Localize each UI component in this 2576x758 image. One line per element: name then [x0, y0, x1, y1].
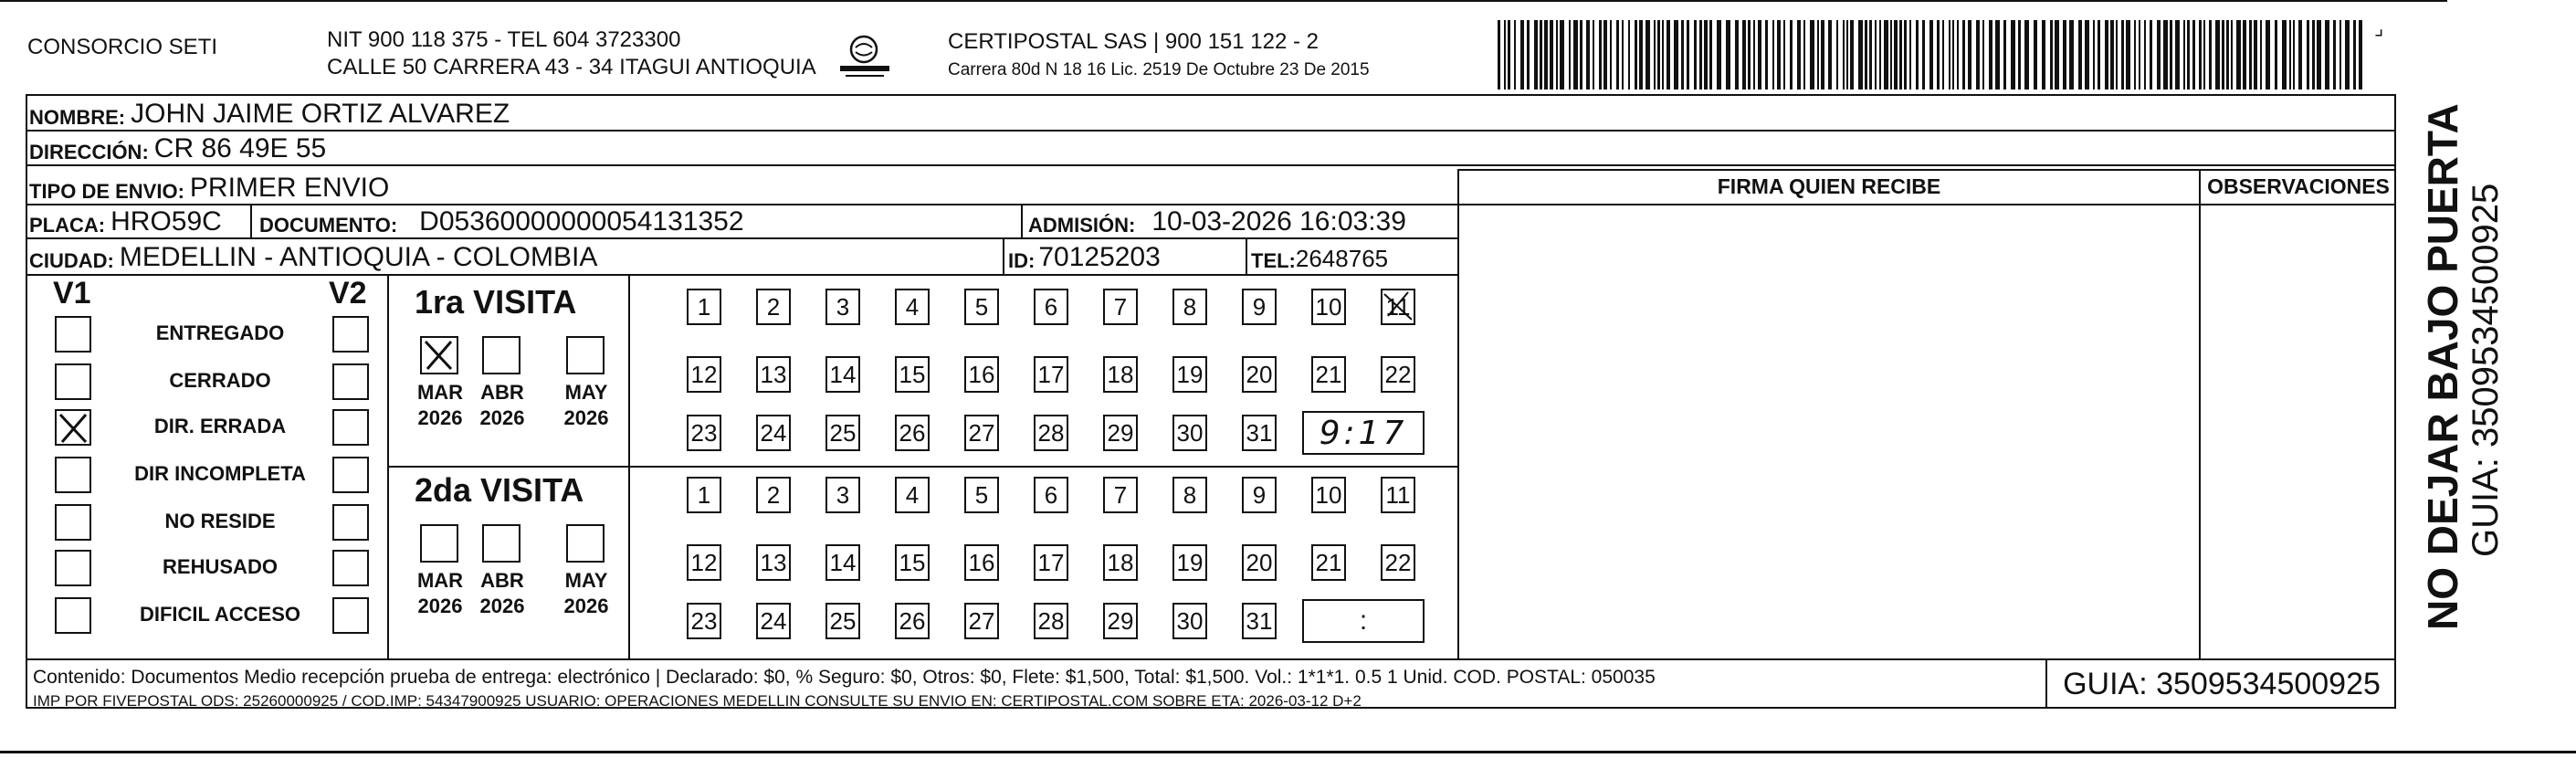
rule-firma-header	[1459, 204, 2396, 205]
visit2-day-box[interactable]: 20	[1242, 544, 1277, 581]
visit1-day-box[interactable]: 12	[687, 356, 721, 393]
visit2-month-label	[413, 568, 468, 619]
visit1-day-box[interactable]: 7	[1103, 289, 1138, 325]
visit2-month-name: MAR	[416, 569, 464, 592]
visit1-month-year: 2026	[417, 406, 463, 429]
carrier-sub: Carrera 80d N 18 16 Lic. 2519 De Octubre 23 De 2015	[948, 60, 1370, 79]
v2-checkbox[interactable]	[332, 409, 369, 446]
visit2-day-box[interactable]: 16	[964, 544, 999, 581]
placa-row	[29, 205, 222, 237]
v2-checkbox[interactable]	[332, 457, 369, 493]
visit1-day-box[interactable]: 5	[964, 289, 999, 325]
visit2-day-box[interactable]: 3	[825, 477, 860, 513]
v1-checkbox[interactable]	[55, 409, 91, 446]
v2-checkbox[interactable]	[332, 316, 369, 353]
tipo-label: TIPO DE ENVIO:	[29, 180, 184, 203]
visit1-day-box[interactable]: 29	[1103, 415, 1138, 451]
handwritten-mark-icon	[1381, 289, 1417, 332]
status-reason: NO RESIDE	[164, 510, 276, 532]
visit1-day-box[interactable]: 24	[756, 415, 791, 451]
nombre-row	[29, 95, 510, 130]
visit1-day-box[interactable]: 28	[1034, 415, 1068, 451]
visit1-month-checkbox[interactable]	[566, 336, 605, 374]
v1-checkbox[interactable]	[55, 363, 91, 400]
rule-5	[26, 274, 1459, 276]
split-firma	[1457, 169, 1459, 660]
firma-area[interactable]	[1461, 206, 2197, 659]
visit2-month-year: 2026	[417, 595, 463, 617]
visit1-day-box[interactable]: 30	[1172, 415, 1207, 451]
placa-label: PLACA:	[29, 214, 106, 237]
tel-value: 2648765	[1295, 245, 1389, 272]
visit2-month-year: 2026	[479, 595, 525, 617]
admision-value: 10-03-2026 16:03:39	[1151, 206, 1406, 237]
tel-label: TEL:	[1251, 249, 1296, 272]
visit1-month-name: MAY	[564, 381, 608, 404]
v2-checkbox[interactable]	[332, 363, 369, 400]
visit1-day-box[interactable]: 17	[1034, 356, 1068, 393]
v1-checkbox[interactable]	[55, 457, 91, 493]
visit1-day-box[interactable]: 31	[1242, 415, 1277, 451]
visit2-day-box[interactable]: 31	[1242, 603, 1277, 639]
visit2-day-box[interactable]: 9	[1242, 477, 1277, 513]
firma-label: FIRMA QUIEN RECIBE	[1717, 174, 1941, 198]
visit1-day-box[interactable]: 19	[1172, 356, 1207, 393]
visit2-time-box[interactable]	[1302, 599, 1425, 643]
ciudad-row	[29, 238, 597, 273]
split-id	[1003, 237, 1004, 274]
visit2-day-box[interactable]: 11	[1381, 477, 1415, 513]
visit1-day-box[interactable]: 9	[1242, 289, 1277, 325]
visit2-day-box[interactable]: 2	[756, 477, 791, 513]
admision-row	[1028, 205, 1406, 237]
visit1-month-label	[475, 380, 530, 431]
v1-checkbox[interactable]	[55, 316, 91, 353]
nombre-label: NOMBRE:	[29, 106, 126, 129]
visit1-day-box[interactable]: 1	[687, 289, 721, 325]
documento-label: DOCUMENTO:	[259, 214, 398, 237]
split-placa	[250, 204, 252, 237]
corner-mark: ⌟	[2374, 16, 2384, 39]
visit1-month-checkbox[interactable]	[482, 336, 520, 374]
visit2-day-box[interactable]: 5	[964, 477, 999, 513]
visit2-month-checkbox[interactable]	[420, 524, 458, 563]
visit2-month-label	[559, 568, 614, 619]
direccion-value: CR 86 49E 55	[153, 133, 327, 163]
visit1-month-label	[413, 380, 468, 431]
visit1-title: 1ra VISITA	[415, 283, 577, 321]
visit2-month-year: 2026	[563, 595, 609, 617]
visit2-day-box[interactable]: 29	[1103, 603, 1138, 639]
visit1-day-box[interactable]: 23	[687, 415, 721, 451]
visit1-day-box[interactable]: 13	[756, 356, 791, 393]
visit1-day-box[interactable]: 3	[825, 289, 860, 325]
split-observaciones	[2199, 169, 2201, 660]
ciudad-label: CIUDAD:	[29, 249, 114, 272]
visit2-day-box[interactable]: 27	[964, 603, 999, 639]
status-reason: DIR INCOMPLETA	[134, 462, 306, 485]
visit1-day-box[interactable]: 21	[1311, 356, 1346, 393]
observaciones-area[interactable]	[2203, 206, 2394, 659]
visit2-day-box[interactable]: 14	[825, 544, 860, 581]
visit2-month-name: MAY	[564, 569, 608, 592]
tel-row	[1251, 238, 1388, 273]
visit2-day-box[interactable]: 1	[687, 477, 721, 513]
visit2-day-box[interactable]: 18	[1103, 544, 1138, 581]
side-guia: GUIA: 3509534500925	[2466, 183, 2506, 557]
visit1-day-box[interactable]: 2	[756, 289, 791, 325]
v2-label: V2	[329, 276, 367, 311]
visit1-day-box[interactable]: 16	[964, 356, 999, 393]
top-rule	[0, 0, 2447, 2]
visit1-day-box[interactable]: 14	[825, 356, 860, 393]
footer-imp: IMP POR FIVEPOSTAL ODS: 25260000925 / COD.IMP: 54347900925 USUARIO: OPERACIONES MEDELLIN CONSULTE SU ENVIO EN: CERTIPOSTAL.COM SOBRE ETA: 2026-03-12 D+2	[33, 692, 1362, 710]
visit1-day-box[interactable]: 6	[1034, 289, 1068, 325]
check-x-icon	[57, 411, 89, 444]
rule-footer	[26, 658, 2396, 660]
visit1-day-box[interactable]: 25	[825, 415, 860, 451]
visit1-month-year: 2026	[479, 406, 525, 429]
admision-label: ADMISIÓN:	[1028, 214, 1136, 237]
visit2-day-box[interactable]: 10	[1311, 477, 1346, 513]
visit1-month-name: ABR	[480, 381, 524, 404]
v2-checkbox[interactable]	[332, 550, 369, 586]
id-label: ID:	[1008, 249, 1036, 272]
visit1-day-box[interactable]: 18	[1103, 356, 1138, 393]
placa-value: HRO59C	[110, 206, 222, 237]
status-reason: DIR. ERRADA	[153, 415, 287, 437]
address-line: CALLE 50 CARRERA 43 - 34 ITAGUI ANTIOQUIA	[327, 55, 816, 79]
visit1-day-box[interactable]: 15	[895, 356, 930, 393]
nit-line: NIT 900 118 375 - TEL 604 3723300	[327, 27, 681, 52]
v1-checkbox[interactable]	[55, 597, 91, 634]
side-warning: NO DEJAR BAJO PUERTA	[2419, 103, 2466, 630]
status-reason: ENTREGADO	[155, 321, 285, 344]
id-row	[1008, 238, 1161, 273]
footer-contenido: Contenido: Documentos Medio recepción prueba de entrega: electrónico | Declarado: $0, % Seguro: $0, Otros: $0, Flete: $1,500, Total: $1,500. Vol.: 1*1*1. 0.5 1 Unid. COD. POSTAL: 050035	[33, 667, 1656, 688]
visit2-day-box[interactable]: 21	[1311, 544, 1346, 581]
v2-checkbox[interactable]	[332, 597, 369, 634]
visit2-day-box[interactable]: 4	[895, 477, 930, 513]
visit1-day-box[interactable]: 10	[1311, 289, 1346, 325]
status-reason: REHUSADO	[163, 555, 278, 578]
tipo-row	[29, 165, 389, 204]
nombre-value: JOHN JAIME ORTIZ ALVAREZ	[131, 99, 510, 129]
id-value: 70125203	[1038, 242, 1161, 272]
visit2-day-box[interactable]: 15	[895, 544, 930, 581]
rule-1	[26, 130, 2396, 132]
visit2-day-box[interactable]: 8	[1172, 477, 1207, 513]
footer-guia: GUIA: 3509534500925	[2063, 667, 2381, 701]
barcode	[1498, 20, 2365, 89]
visit2-month-checkbox[interactable]	[482, 524, 520, 563]
visit1-day-box[interactable]: 26	[895, 415, 930, 451]
visit2-month-checkbox[interactable]	[566, 524, 605, 563]
visit2-day-box[interactable]: 13	[756, 544, 791, 581]
tipo-value: PRIMER ENVIO	[189, 173, 390, 203]
visit2-day-box[interactable]: 30	[1172, 603, 1207, 639]
v1-label: V1	[53, 276, 91, 311]
certipostal-logo	[833, 31, 897, 84]
split-admision	[1021, 204, 1023, 237]
split-tel	[1246, 237, 1247, 274]
observaciones-label: OBSERVACIONES	[2207, 174, 2390, 198]
visit2-day-box[interactable]: 7	[1103, 477, 1138, 513]
v1-checkbox[interactable]	[55, 550, 91, 586]
visit2-day-box[interactable]: 24	[756, 603, 791, 639]
ciudad-value: MEDELLIN - ANTIOQUIA - COLOMBIA	[119, 242, 598, 272]
visit2-day-box[interactable]: 23	[687, 603, 721, 639]
visit1-day-box[interactable]: 22	[1381, 356, 1415, 393]
visit2-day-box[interactable]: 6	[1034, 477, 1068, 513]
visit1-day-box[interactable]: 8	[1172, 289, 1207, 325]
rule-visit-split	[387, 466, 1459, 468]
visit2-day-box[interactable]: 28	[1034, 603, 1068, 639]
documento-value: D05360000000054131352	[419, 206, 744, 237]
visit1-time-value: 9:17	[1319, 414, 1408, 452]
direccion-row	[29, 131, 326, 164]
visit2-day-box[interactable]: 12	[687, 544, 721, 581]
v1-checkbox[interactable]	[55, 504, 91, 541]
visit1-month-name: MAR	[416, 381, 464, 404]
company-name: CONSORCIO SETI	[27, 35, 218, 59]
visit2-day-box[interactable]: 22	[1381, 544, 1415, 581]
status-reason: DIFICIL ACCESO	[139, 603, 300, 626]
documento-row	[259, 205, 744, 237]
visit1-day-box[interactable]: 27	[964, 415, 999, 451]
carrier-line: CERTIPOSTAL SAS | 900 151 122 - 2	[948, 29, 1319, 54]
split-month-day	[628, 274, 630, 660]
visit1-day-box[interactable]: 11	[1381, 289, 1415, 325]
check-x-icon	[422, 338, 455, 371]
visit1-time-box[interactable]	[1302, 411, 1425, 455]
visit1-day-box[interactable]: 20	[1242, 356, 1277, 393]
status-reason: CERRADO	[169, 369, 271, 392]
visit2-title: 2da VISITA	[415, 471, 584, 509]
visit2-time-value: :	[1359, 605, 1368, 636]
visit1-day-box[interactable]: 4	[895, 289, 930, 325]
visit2-day-box[interactable]: 17	[1034, 544, 1068, 581]
visit2-day-box[interactable]: 26	[895, 603, 930, 639]
visit2-day-box[interactable]: 25	[825, 603, 860, 639]
visit2-month-name: ABR	[480, 569, 524, 592]
direccion-label: DIRECCIÓN:	[29, 141, 149, 163]
visit2-day-box[interactable]: 19	[1172, 544, 1207, 581]
certipostal-logo-icon	[833, 31, 897, 84]
visit1-month-year: 2026	[563, 406, 609, 429]
visit1-month-label	[559, 380, 614, 431]
visit2-month-label	[475, 568, 530, 619]
bottom-rule	[0, 751, 2576, 753]
v2-checkbox[interactable]	[332, 504, 369, 541]
visit1-month-checkbox[interactable]	[420, 336, 458, 374]
